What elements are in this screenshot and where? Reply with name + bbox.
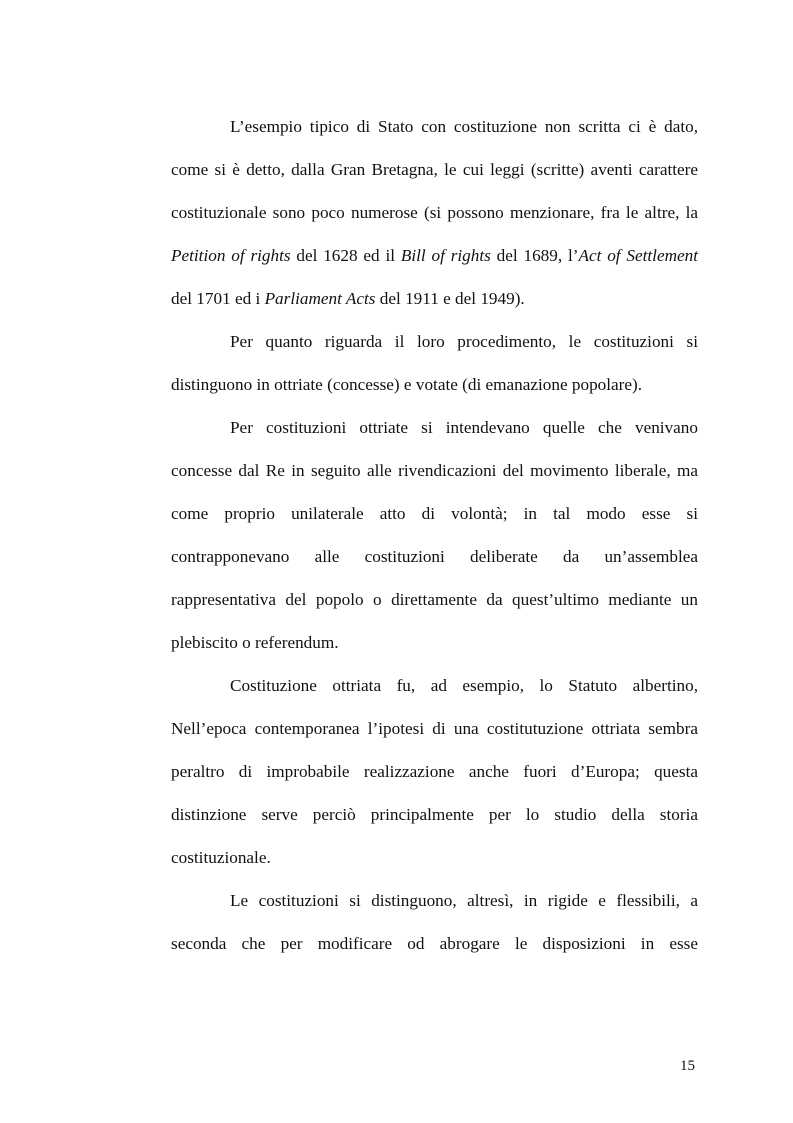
paragraph-text: L’esempio tipico di Stato con costituzione non scritta ci è dato, come si è detto, dalla Gran Bretagna, le cui leggi (scritte) aventi carattere costituzionale sono poco numerose (si possono menzionare, fra le altre, la xyxy=(171,117,698,222)
italic-title-parliament-acts: Parliament Acts xyxy=(264,289,376,308)
page-body xyxy=(171,105,698,965)
italic-title-act-of-settlement: Act of Settlement xyxy=(578,246,698,265)
paragraph-procedure: Per quanto riguarda il loro procedimento, le costituzioni si distinguono in ottriate (concesse) e votate (di emanazione popolare). xyxy=(171,332,698,394)
italic-title-petition-of-rights: Petition of rights xyxy=(171,246,291,265)
paragraph-text: del 1701 ed i xyxy=(171,289,265,308)
paragraph-text: del 1689, l’ xyxy=(490,246,579,265)
paragraph-text: del 1911 e del 1949). xyxy=(375,289,525,308)
italic-title-bill-of-rights: Bill of rights xyxy=(400,246,491,265)
paragraph-unwritten-constitution xyxy=(171,105,698,320)
paragraph-ottriate: Per costituzioni ottriate si intendevano quelle che venivano concesse dal Re in seguito alle rivendicazioni del movimento liberale, ma come proprio unilaterale atto di volontà; in tal modo esse si contrapponevano alle costituzioni deliberate da un’assemblea rappresentativa del popolo o direttamente da quest’ultimo mediante un plebiscito o referendum. xyxy=(171,418,698,652)
paragraph-rigide-flessibili: Le costituzioni si distinguono, altresì, in rigide e flessibili, a seconda che per modificare od abrogare le disposizioni in esse xyxy=(171,891,698,953)
paragraph-text: del 1628 ed il xyxy=(290,246,401,265)
page-number: 15 xyxy=(680,1058,695,1074)
paragraph-statuto-albertino: Costituzione ottriata fu, ad esempio, lo Statuto albertino, Nell’epoca contemporanea l’ipotesi di una costitutuzione ottriata sembra peraltro di improbabile realizzazione anche fuori d’Europa; questa distinzione serve perciò principalmente per lo studio della storia costituzionale. xyxy=(171,676,698,867)
